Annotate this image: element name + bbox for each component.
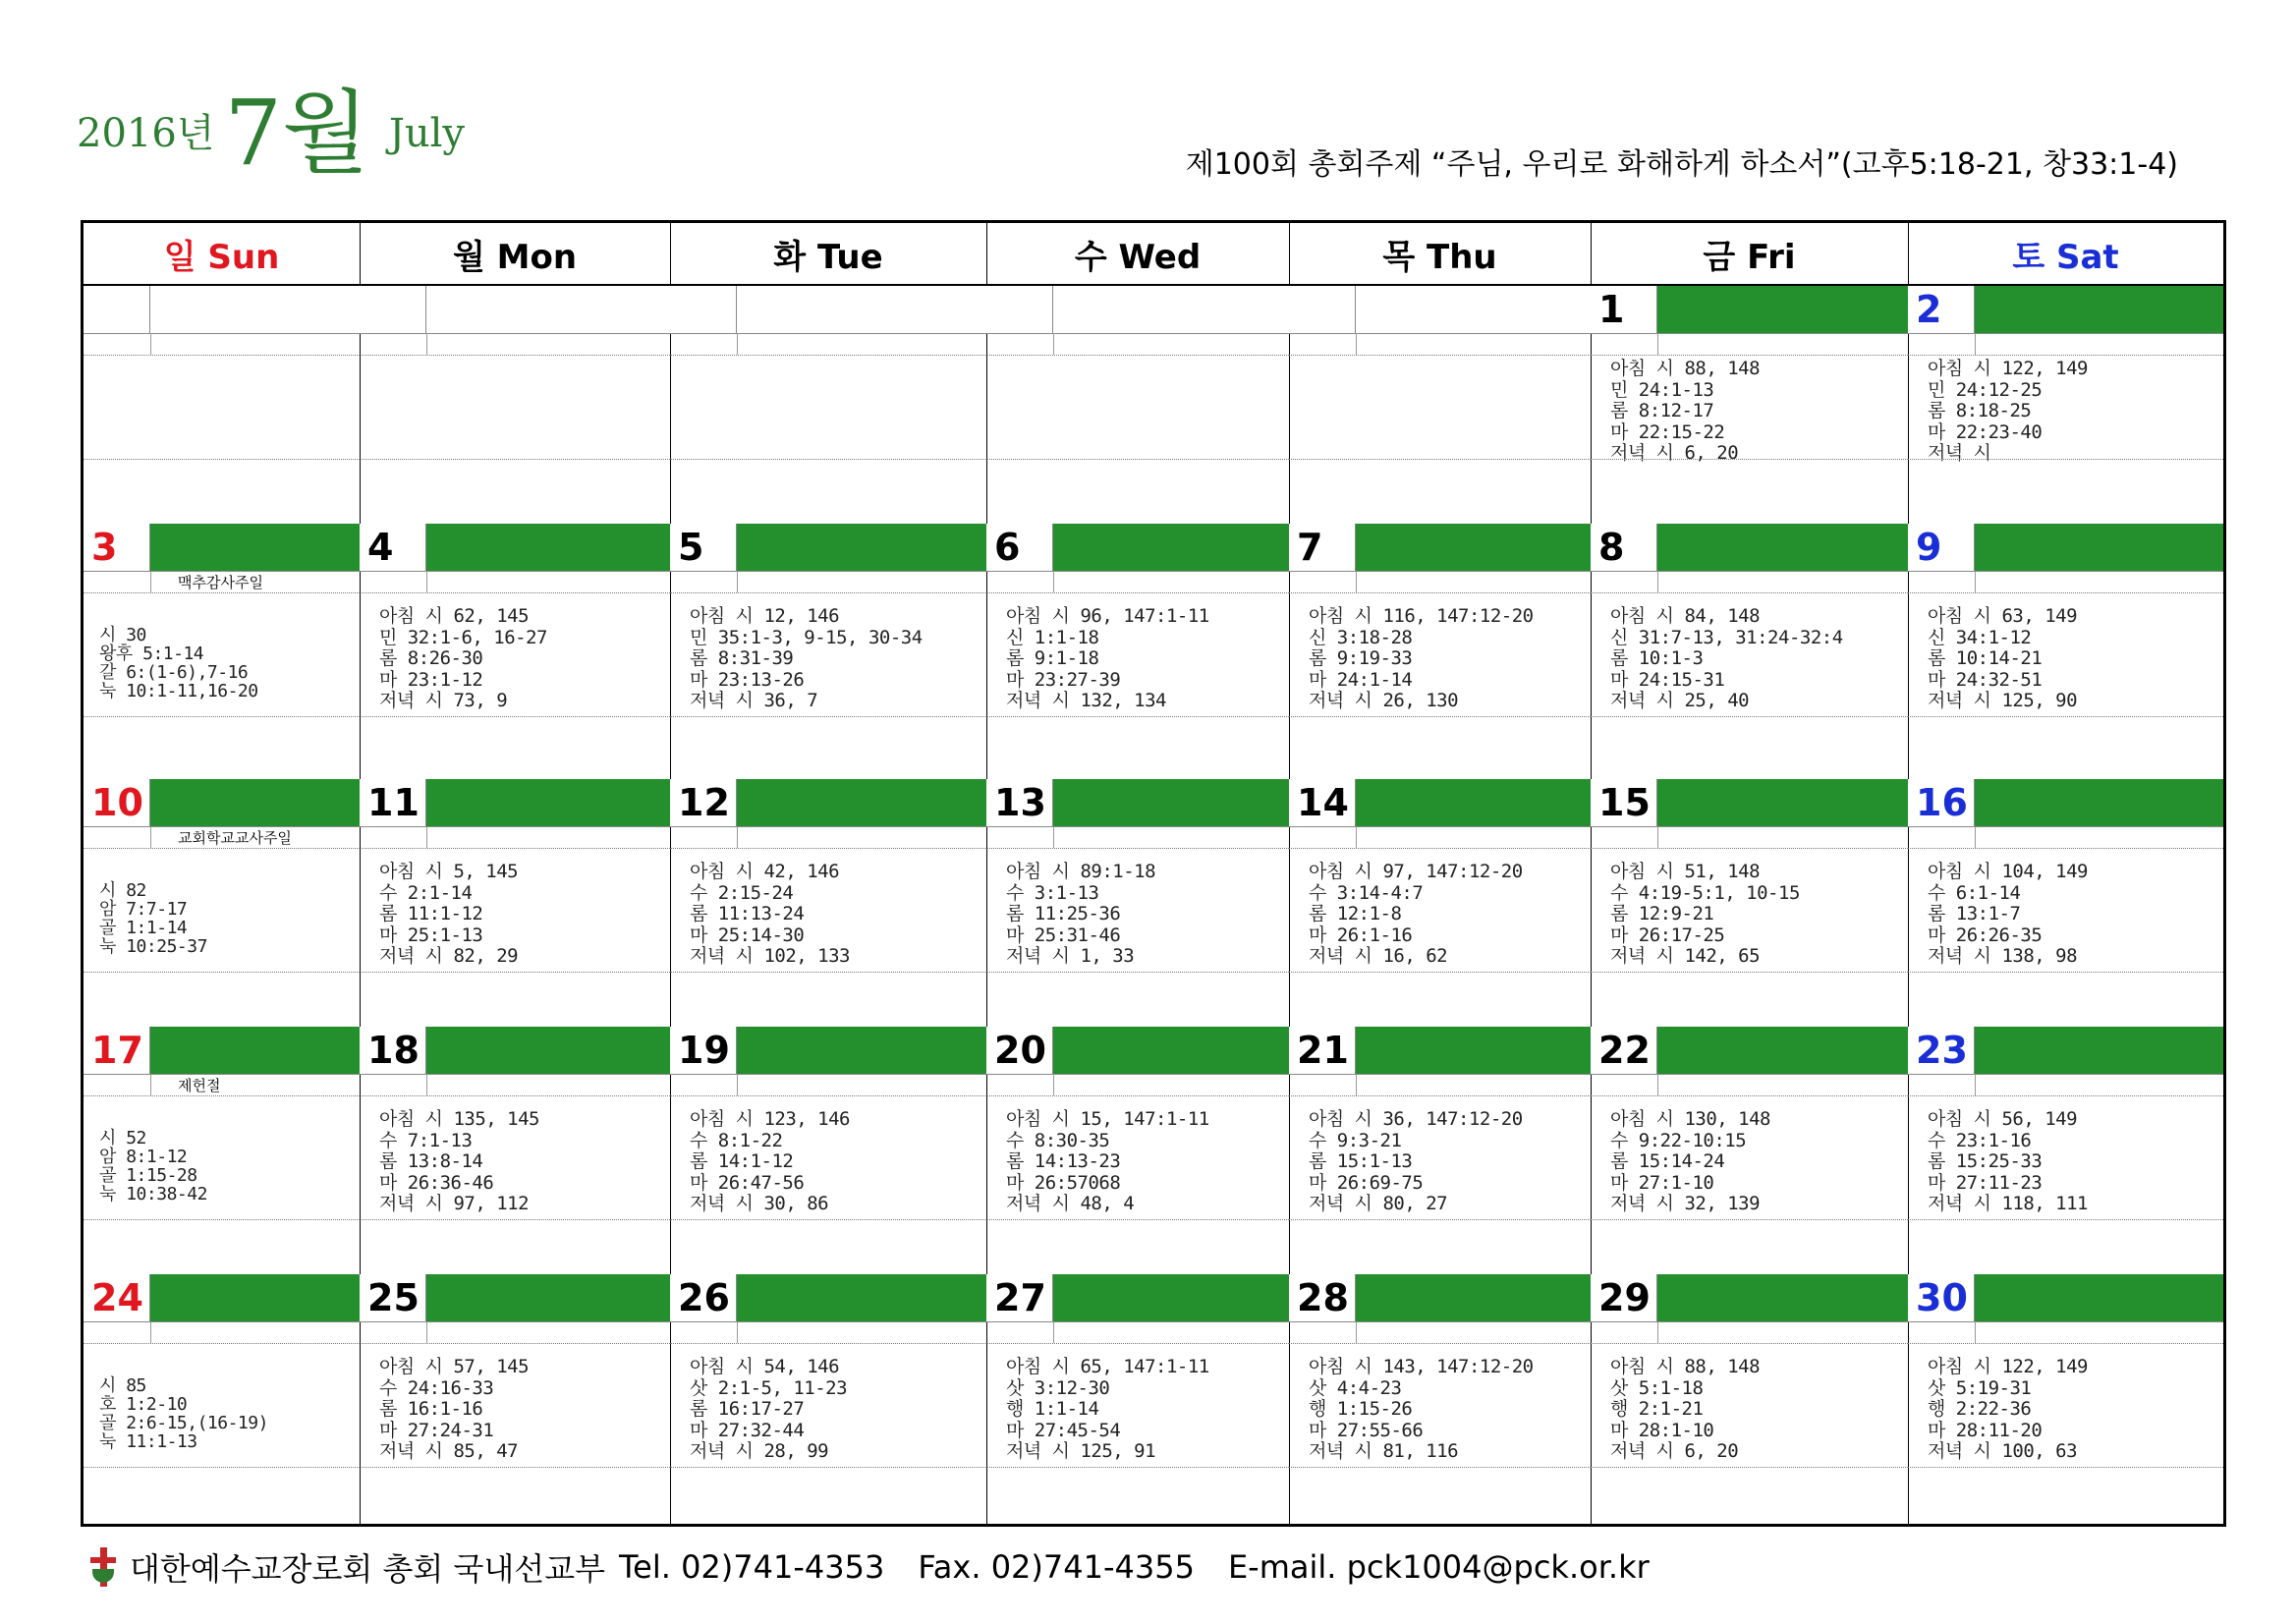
daily-reading: 시 52 암 8:1-12 골 1:15-28 눅 10:38-42 xyxy=(99,1128,207,1204)
day-cell[interactable] xyxy=(360,1027,670,1274)
day-number: 17 xyxy=(84,1027,150,1074)
day-cell[interactable] xyxy=(1591,524,1908,779)
day-number: 15 xyxy=(1591,779,1657,826)
day-number: 6 xyxy=(986,524,1053,571)
day-lower-divider xyxy=(670,459,986,460)
day-cell[interactable] xyxy=(986,524,1289,779)
day-number xyxy=(986,286,1053,333)
day-color-band xyxy=(426,1274,670,1321)
day-cell[interactable] xyxy=(1591,286,1908,524)
day-header-bar xyxy=(84,779,360,827)
daily-reading: 아침 시 63, 149 신 34:1-12 롬 10:14-21 마 24:32-51 저녁 시 125, 90 xyxy=(1928,605,2078,711)
weekday-header: 일 Sun xyxy=(84,223,360,286)
day-lower-divider xyxy=(360,972,670,973)
day-lower-divider xyxy=(360,1219,670,1220)
day-number: 22 xyxy=(1591,1027,1657,1074)
day-header-bar xyxy=(1591,524,1908,572)
weekday-header: 수 Wed xyxy=(986,223,1289,286)
day-cell[interactable] xyxy=(84,1027,360,1274)
day-lower-divider xyxy=(84,459,360,460)
day-cell[interactable] xyxy=(360,524,670,779)
day-color-band xyxy=(1975,779,2223,826)
day-cell[interactable] xyxy=(1591,1027,1908,1274)
day-lower-divider xyxy=(670,1467,986,1468)
weekday-header: 월 Mon xyxy=(360,223,670,286)
day-subrow xyxy=(360,1074,670,1096)
day-subrow xyxy=(360,571,670,593)
weekday-header: 화 Tue xyxy=(670,223,986,286)
day-subrow xyxy=(1289,826,1591,849)
day-lower-divider xyxy=(1908,972,2223,973)
day-color-band xyxy=(737,286,986,333)
day-subrow xyxy=(1908,826,2223,849)
day-header-bar xyxy=(84,1027,360,1075)
day-color-band xyxy=(1053,779,1289,826)
day-cell[interactable] xyxy=(1289,1027,1591,1274)
day-lower-divider xyxy=(360,716,670,717)
day-number: 24 xyxy=(84,1274,150,1321)
footer xyxy=(88,1544,1650,1590)
day-cell[interactable] xyxy=(360,1274,670,1524)
day-subrow xyxy=(1289,571,1591,593)
day-header-bar xyxy=(1289,1274,1591,1322)
daily-reading: 시 30 왕후 5:1-14 갈 6:(1-6),7-16 눅 10:1-11,16-20 xyxy=(99,625,258,701)
day-lower-divider xyxy=(84,1467,360,1468)
holiday-note: 교회학교교사주일 xyxy=(178,829,292,847)
day-cell[interactable] xyxy=(986,1274,1289,1524)
day-number: 2 xyxy=(1908,286,1975,333)
day-subrow xyxy=(986,1321,1289,1344)
day-lower-divider xyxy=(1289,1467,1591,1468)
day-header-bar xyxy=(360,1274,670,1322)
day-cell[interactable] xyxy=(1591,779,1908,1027)
day-cell[interactable] xyxy=(1289,524,1591,779)
day-number: 29 xyxy=(1591,1274,1657,1321)
day-header-bar xyxy=(1908,1274,2223,1322)
day-header-bar xyxy=(670,1274,986,1322)
church-cross-logo-icon xyxy=(88,1547,118,1587)
day-subrow xyxy=(670,333,986,356)
day-cell[interactable] xyxy=(1289,1274,1591,1524)
day-cell[interactable] xyxy=(84,286,360,524)
day-number: 5 xyxy=(670,524,737,571)
day-header-bar xyxy=(84,524,360,572)
day-color-band xyxy=(1053,1274,1289,1321)
day-number: 9 xyxy=(1908,524,1975,571)
day-header-bar xyxy=(986,524,1289,572)
day-number: 27 xyxy=(986,1274,1053,1321)
day-number: 21 xyxy=(1289,1027,1356,1074)
daily-reading: 아침 시 51, 148 수 4:19-5:1, 10-15 롬 12:9-21 마 26:17-25 저녁 시 142, 65 xyxy=(1610,861,1800,967)
day-color-band xyxy=(426,779,670,826)
daily-reading: 아침 시 89:1-18 수 3:1-13 롬 11:25-36 마 25:31-46 저녁 시 1, 33 xyxy=(1006,861,1156,967)
day-header-bar xyxy=(670,524,986,572)
calendar-title xyxy=(77,61,465,191)
day-lower-divider xyxy=(1591,716,1908,717)
day-cell[interactable] xyxy=(986,286,1289,524)
day-subrow xyxy=(84,826,360,849)
calendar-grid xyxy=(81,220,2226,1527)
daily-reading: 시 82 암 7:7-17 골 1:1-14 눅 10:25-37 xyxy=(99,880,207,957)
day-cell[interactable] xyxy=(1591,1274,1908,1524)
day-lower-divider xyxy=(1591,972,1908,973)
title-month: 7월 xyxy=(224,81,369,186)
holiday-note: 맥추감사주일 xyxy=(178,574,263,591)
daily-reading: 시 85 호 1:2-10 골 2:6-15,(16-19) 눅 11:1-13 xyxy=(99,1375,268,1452)
day-subrow xyxy=(84,333,360,356)
day-color-band xyxy=(1356,286,1591,333)
day-lower-divider xyxy=(986,1219,1289,1220)
day-cell[interactable] xyxy=(360,779,670,1027)
daily-reading: 아침 시 56, 149 수 23:1-16 롬 15:25-33 마 27:11-23 저녁 시 118, 111 xyxy=(1928,1108,2088,1214)
daily-reading: 아침 시 116, 147:12-20 신 3:18-28 롬 9:19-33 마 24:1-14 저녁 시 26, 130 xyxy=(1309,605,1534,711)
day-lower-divider xyxy=(84,716,360,717)
day-lower-divider xyxy=(1591,1467,1908,1468)
daily-reading: 아침 시 36, 147:12-20 수 9:3-21 롬 15:1-13 마 26:69-75 저녁 시 80, 27 xyxy=(1309,1108,1523,1214)
day-subrow xyxy=(1289,1074,1591,1096)
day-header-bar xyxy=(1591,1274,1908,1322)
day-subrow xyxy=(986,1074,1289,1096)
day-color-band xyxy=(1657,524,1908,571)
day-cell[interactable] xyxy=(1908,1274,2223,1524)
day-color-band xyxy=(1356,1027,1591,1074)
day-lower-divider xyxy=(84,1219,360,1220)
day-cell[interactable] xyxy=(1908,779,2223,1027)
day-lower-divider xyxy=(84,972,360,973)
day-color-band xyxy=(1975,286,2223,333)
day-cell[interactable] xyxy=(1289,779,1591,1027)
day-lower-divider xyxy=(1908,716,2223,717)
day-header-bar xyxy=(1908,779,2223,827)
daily-reading: 아침 시 84, 148 신 31:7-13, 31:24-32:4 롬 10:1-3 마 24:15-31 저녁 시 25, 40 xyxy=(1610,605,1843,711)
weekday-header: 토 Sat xyxy=(1908,223,2223,286)
day-number: 26 xyxy=(670,1274,737,1321)
day-number xyxy=(1289,286,1356,333)
day-header-bar xyxy=(84,1274,360,1322)
day-lower-divider xyxy=(670,716,986,717)
day-color-band xyxy=(150,779,360,826)
day-subrow xyxy=(1591,333,1908,356)
day-cell[interactable] xyxy=(1289,286,1591,524)
day-lower-divider xyxy=(670,1219,986,1220)
day-subrow xyxy=(670,826,986,849)
daily-reading: 아침 시 15, 147:1-11 수 8:30-35 롬 14:13-23 마 26:57068 저녁 시 48, 4 xyxy=(1006,1108,1209,1214)
day-subrow xyxy=(670,1074,986,1096)
day-header-bar xyxy=(84,286,360,334)
daily-reading: 아침 시 135, 145 수 7:1-13 롬 13:8-14 마 26:36-46 저녁 시 97, 112 xyxy=(379,1108,539,1214)
day-header-bar xyxy=(360,286,670,334)
day-header-bar xyxy=(360,524,670,572)
assembly-theme: 제100회 총회주제 “주님, 우리로 화해하게 하소서”(고후5:18-21, 창33:1-4) xyxy=(1185,147,2178,182)
day-subrow xyxy=(670,571,986,593)
daily-reading: 아침 시 96, 147:1-11 신 1:1-18 롬 9:1-18 마 23:27-39 저녁 시 132, 134 xyxy=(1006,605,1209,711)
day-color-band xyxy=(1356,1274,1591,1321)
footer-org: 대한예수교장로회 총회 국내선교부 xyxy=(130,1550,606,1588)
day-lower-divider xyxy=(1908,459,2223,460)
day-header-bar xyxy=(1908,286,2223,334)
day-color-band xyxy=(1975,1027,2223,1074)
day-number: 18 xyxy=(360,1027,426,1074)
day-header-bar xyxy=(1591,779,1908,827)
footer-fax: Fax. 02)741-4355 xyxy=(918,1548,1195,1586)
day-subrow xyxy=(1591,1074,1908,1096)
day-color-band xyxy=(737,524,986,571)
daily-reading: 아침 시 88, 148 삿 5:1-18 행 2:1-21 마 28:1-10 저녁 시 6, 20 xyxy=(1610,1356,1761,1462)
day-lower-divider xyxy=(1908,1467,2223,1468)
day-subrow xyxy=(986,826,1289,849)
day-cell[interactable] xyxy=(670,1274,986,1524)
day-number: 1 xyxy=(1591,286,1657,333)
day-header-bar xyxy=(1591,1027,1908,1075)
day-cell[interactable] xyxy=(670,524,986,779)
daily-reading: 아침 시 88, 148 민 24:1-13 롬 8:12-17 마 22:15-22 저녁 시 6, 20 xyxy=(1610,358,1761,464)
day-lower-divider xyxy=(1289,716,1591,717)
day-lower-divider xyxy=(986,459,1289,460)
day-subrow xyxy=(360,1321,670,1344)
daily-reading: 아침 시 54, 146 삿 2:1-5, 11-23 롬 16:17-27 마 27:32-44 저녁 시 28, 99 xyxy=(690,1356,848,1462)
day-color-band xyxy=(1975,1274,2223,1321)
day-subrow xyxy=(84,1074,360,1096)
daily-reading: 아침 시 130, 148 수 9:22-10:15 롬 15:14-24 마 27:1-10 저녁 시 32, 139 xyxy=(1610,1108,1770,1214)
weekday-header: 금 Fri xyxy=(1591,223,1908,286)
day-color-band xyxy=(1356,779,1591,826)
day-color-band xyxy=(737,1274,986,1321)
day-header-bar xyxy=(986,286,1289,334)
day-header-bar xyxy=(1591,286,1908,334)
day-number: 16 xyxy=(1908,779,1975,826)
day-cell[interactable] xyxy=(670,779,986,1027)
day-subrow xyxy=(1591,1321,1908,1344)
day-subrow xyxy=(1289,333,1591,356)
day-color-band xyxy=(1053,524,1289,571)
daily-reading: 아침 시 5, 145 수 2:1-14 롬 11:1-12 마 25:1-13 저녁 시 82, 29 xyxy=(379,861,519,967)
daily-reading: 아침 시 65, 147:1-11 삿 3:12-30 행 1:1-14 마 27:45-54 저녁 시 125, 91 xyxy=(1006,1356,1209,1462)
day-header-bar xyxy=(1289,524,1591,572)
day-color-band xyxy=(1657,286,1908,333)
daily-reading: 아침 시 104, 149 수 6:1-14 롬 13:1-7 마 26:26-35 저녁 시 138, 98 xyxy=(1928,861,2088,967)
day-color-band xyxy=(1975,524,2223,571)
day-header-bar xyxy=(986,1274,1289,1322)
day-number: 8 xyxy=(1591,524,1657,571)
day-lower-divider xyxy=(360,1467,670,1468)
day-header-bar xyxy=(1289,779,1591,827)
day-cell[interactable] xyxy=(1908,286,2223,524)
day-number: 19 xyxy=(670,1027,737,1074)
holiday-note: 제헌절 xyxy=(178,1077,221,1094)
day-subrow xyxy=(84,571,360,593)
day-subrow xyxy=(1908,1074,2223,1096)
day-number: 14 xyxy=(1289,779,1356,826)
daily-reading: 아침 시 122, 149 민 24:12-25 롬 8:18-25 마 22:23-40 저녁 시 xyxy=(1928,358,2088,464)
day-lower-divider xyxy=(1591,1219,1908,1220)
day-number: 23 xyxy=(1908,1027,1975,1074)
footer-email: E-mail. pck1004@pck.or.kr xyxy=(1227,1548,1650,1586)
day-header-bar xyxy=(1289,1027,1591,1075)
weekday-header: 목 Thu xyxy=(1289,223,1591,286)
daily-reading: 아침 시 62, 145 민 32:1-6, 16-27 롬 8:26-30 마 23:1-12 저녁 시 73, 9 xyxy=(379,605,547,711)
day-subrow xyxy=(360,333,670,356)
day-lower-divider xyxy=(360,459,670,460)
day-color-band xyxy=(426,286,670,333)
day-cell[interactable] xyxy=(84,1274,360,1524)
day-cell[interactable] xyxy=(986,1027,1289,1274)
day-cell[interactable] xyxy=(84,524,360,779)
day-lower-divider xyxy=(1908,1219,2223,1220)
day-number: 20 xyxy=(986,1027,1053,1074)
day-color-band xyxy=(1657,1274,1908,1321)
day-number: 7 xyxy=(1289,524,1356,571)
day-lower-divider xyxy=(1591,459,1908,460)
day-cell[interactable] xyxy=(986,779,1289,1027)
day-number: 4 xyxy=(360,524,426,571)
daily-reading: 아침 시 143, 147:12-20 삿 4:4-23 행 1:15-26 마 27:55-66 저녁 시 81, 116 xyxy=(1309,1356,1534,1462)
day-subrow xyxy=(360,826,670,849)
day-color-band xyxy=(1356,524,1591,571)
day-cell[interactable] xyxy=(1908,524,2223,779)
day-header-bar xyxy=(986,1027,1289,1075)
day-header-bar xyxy=(670,286,986,334)
daily-reading: 아침 시 57, 145 수 24:16-33 롬 16:1-16 마 27:24-31 저녁 시 85, 47 xyxy=(379,1356,530,1462)
day-color-band xyxy=(1053,1027,1289,1074)
day-lower-divider xyxy=(1289,972,1591,973)
day-cell[interactable] xyxy=(670,1027,986,1274)
day-lower-divider xyxy=(986,716,1289,717)
day-color-band xyxy=(150,1274,360,1321)
day-color-band xyxy=(1657,779,1908,826)
day-subrow xyxy=(670,1321,986,1344)
day-number: 28 xyxy=(1289,1274,1356,1321)
daily-reading: 아침 시 123, 146 수 8:1-22 롬 14:1-12 마 26:47-56 저녁 시 30, 86 xyxy=(690,1108,850,1214)
day-number: 12 xyxy=(670,779,737,826)
day-lower-divider xyxy=(1289,459,1591,460)
day-subrow xyxy=(1591,826,1908,849)
day-subrow xyxy=(986,571,1289,593)
day-color-band xyxy=(150,524,360,571)
day-subrow xyxy=(1908,1321,2223,1344)
day-number: 10 xyxy=(84,779,150,826)
footer-tel: Tel. 02)741-4353 xyxy=(619,1548,885,1586)
day-color-band xyxy=(150,286,360,333)
day-color-band xyxy=(737,779,986,826)
day-number xyxy=(670,286,737,333)
daily-reading: 아침 시 97, 147:12-20 수 3:14-4:7 롬 12:1-8 마 26:1-16 저녁 시 16, 62 xyxy=(1309,861,1523,967)
day-header-bar xyxy=(1289,286,1591,334)
day-subrow xyxy=(1289,1321,1591,1344)
day-lower-divider xyxy=(670,972,986,973)
day-lower-divider xyxy=(986,972,1289,973)
day-cell[interactable] xyxy=(670,286,986,524)
day-header-bar xyxy=(360,779,670,827)
day-lower-divider xyxy=(986,1467,1289,1468)
day-header-bar xyxy=(1908,1027,2223,1075)
daily-reading: 아침 시 42, 146 수 2:15-24 롬 11:13-24 마 25:14-30 저녁 시 102, 133 xyxy=(690,861,850,967)
day-number: 11 xyxy=(360,779,426,826)
day-header-bar xyxy=(986,779,1289,827)
day-cell[interactable] xyxy=(1908,1027,2223,1274)
day-cell[interactable] xyxy=(360,286,670,524)
day-number xyxy=(84,286,150,333)
day-header-bar xyxy=(360,1027,670,1075)
day-number xyxy=(360,286,426,333)
day-number: 30 xyxy=(1908,1274,1975,1321)
day-header-bar xyxy=(1908,524,2223,572)
day-header-bar xyxy=(670,1027,986,1075)
day-header-bar xyxy=(670,779,986,827)
title-year: 2016년 xyxy=(77,111,215,156)
day-color-band xyxy=(1657,1027,1908,1074)
day-color-band xyxy=(150,1027,360,1074)
day-number: 25 xyxy=(360,1274,426,1321)
day-color-band xyxy=(426,524,670,571)
day-number: 3 xyxy=(84,524,150,571)
day-color-band xyxy=(1053,286,1289,333)
day-color-band xyxy=(426,1027,670,1074)
day-cell[interactable] xyxy=(84,779,360,1027)
day-lower-divider xyxy=(1289,1219,1591,1220)
day-subrow xyxy=(1908,333,2223,356)
day-color-band xyxy=(737,1027,986,1074)
day-subrow xyxy=(1591,571,1908,593)
daily-reading: 아침 시 12, 146 민 35:1-3, 9-15, 30-34 롬 8:31-39 마 23:13-26 저녁 시 36, 7 xyxy=(690,605,923,711)
day-subrow xyxy=(1908,571,2223,593)
title-month-en: July xyxy=(388,111,466,156)
day-subrow xyxy=(84,1321,360,1344)
day-number: 13 xyxy=(986,779,1053,826)
daily-reading: 아침 시 122, 149 삿 5:19-31 행 2:22-36 마 28:11-20 저녁 시 100, 63 xyxy=(1928,1356,2088,1462)
day-subrow xyxy=(986,333,1289,356)
